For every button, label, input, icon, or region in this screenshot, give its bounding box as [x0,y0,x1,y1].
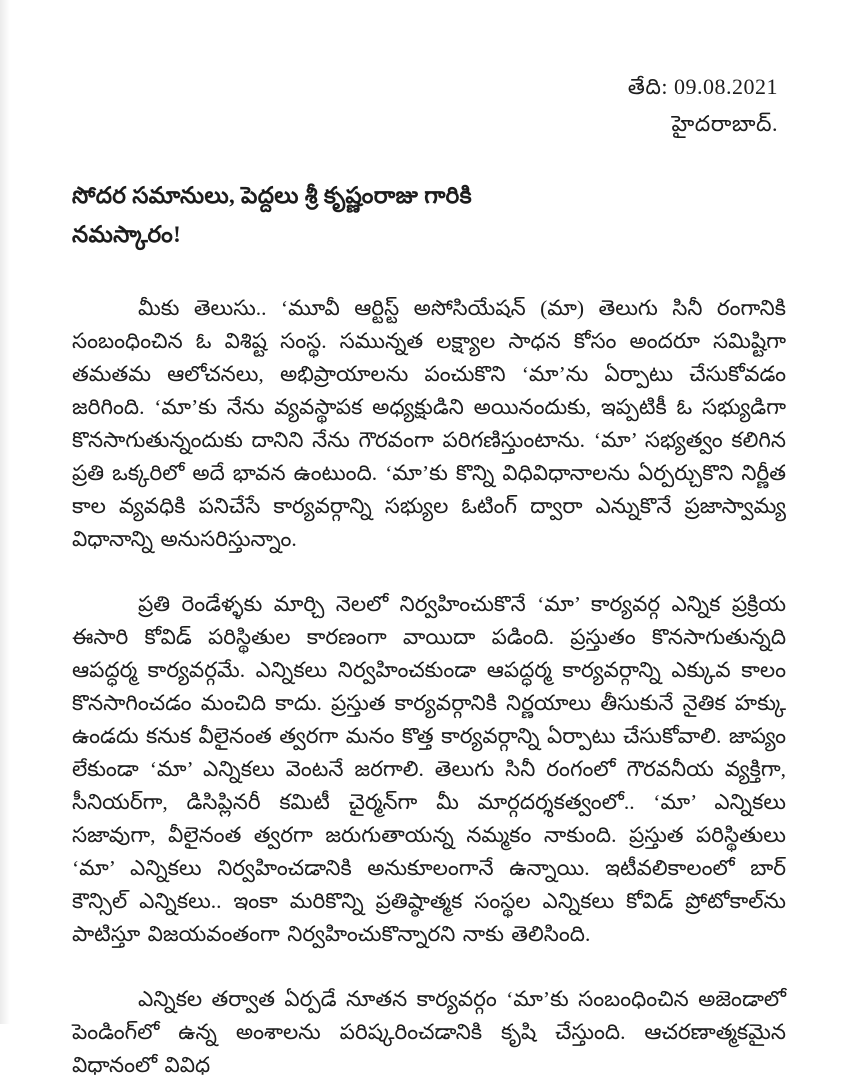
salutation-line: సోదర సమానులు, పెద్దలు శ్రీ కృష్ణంరాజు గారికి [72,183,472,208]
letter-body [72,292,786,1082]
letter-place: హైదరాబాద్. [671,111,778,136]
date-block [72,68,786,142]
salutation-block [72,176,786,254]
paragraph-3: ఎన్నికల తర్వాత ఏర్పడే నూతన కార్యవర్గం ‘మా’కు సంబంధించిన అజెండాలో పెండింగ్‌లో ఉన్న అంశాలను పరిష్కరించడానికి కృషి చేస్తుంది. ఆచరణాత్మకమైన విధానంలో వివిధ [72,987,786,1077]
letter-date: తేది: 09.08.2021 [627,74,778,99]
greeting-line: నమస్కారం! [72,222,182,247]
paragraph-1: మీకు తెలుసు.. ‘మూవీ ఆర్టిస్ట్ అసోసియేషన్ (మా) తెలుగు సినీ రంగానికి సంబంధించిన ఓ విశిష్ట సంస్థ. సమున్నత లక్ష్యాల సాధన కోసం అందరూ సమిష్టిగా తమతమ ఆలోచనలు, అభిప్రాయాలను పంచుకొని ‘మా’ను ఏర్పాటు చేసుకోవడం జరిగింది. ‘మా’కు నేను వ్యవస్థాపక అధ్యక్షుడిని అయినందుకు, ఇప్పటికీ ఓ సభ్యుడిగా కొనసాగుతున్నందుకు దానిని నేను గౌరవంగా పరిగణిస్తుంటాను. ‘మా’ సభ్యత్వం కలిగిన ప్రతి ఒక్కరిలో అదే భావన ఉంటుంది. ‘మా’కు కొన్ని విధివిధానాలను ఏర్పర్చుకొని నిర్ణీత కాల వ్యవధికి పనిచేసే కార్యవర్గాన్ని సభ్యుల ఓటింగ్ ద్వారా ఎన్నుకొనే ప్రజాస్వామ్య విధానాన్ని అనుసరిస్తున్నాం. [72,296,786,551]
paragraph-2: ప్రతి రెండేళ్ళకు మార్చి నెలలో నిర్వహించుకొనే ‘మా’ కార్యవర్గ ఎన్నిక ప్రక్రియ ఈసారి కోవిడ్ పరిస్థితుల కారణంగా వాయిదా పడింది. ప్రస్తుతం కొనసాగుతున్నది ఆపద్ధర్మ కార్యవర్గమే. ఎన్నికలు నిర్వహించకుండా ఆపద్ధర్మ కార్యవర్గాన్ని ఎక్కువ కాలం కొనసాగించడం మంచిది కాదు. ప్రస్తుత కార్యవర్గానికి నిర్ణయాలు తీసుకునే నైతిక హక్కు ఉండదు కనుక వీలైనంత త్వరగా మనం కొత్త కార్యవర్గాన్ని ఏర్పాటు చేసుకోవాలి. జాప్యం లేకుండా ‘మా’ ఎన్నికలు వెంటనే జరగాలి. తెలుగు సినీ రంగంలో గౌరవనీయ వ్యక్తిగా, సీనియర్‌గా, డిసిప్లినరీ కమిటీ చైర్మన్‌గా మీ మార్గదర్శకత్వంలో.. ‘మా’ ఎన్నికలు సజావుగా, వీలైనంత త్వరగా జరుగుతాయన్న నమ్మకం నాకుంది. ప్రస్తుత పరిస్థితులు ‘మా’ ఎన్నికలు నిర్వహించడానికి అనుకూలంగానే ఉన్నాయి. ఇటీవలికాలంలో బార్ కౌన్సిల్ ఎన్నికలు.. ఇంకా మరికొన్ని ప్రతిష్ఠాత్మక సంస్థల ఎన్నికలు కోవిడ్ ప్రోటోకాల్‌ను పాటిస్తూ విజయవంతంగా నిర్వహించుకొన్నారని నాకు తెలిసింది. [72,592,786,946]
scan-edge-shadow [0,0,10,1024]
